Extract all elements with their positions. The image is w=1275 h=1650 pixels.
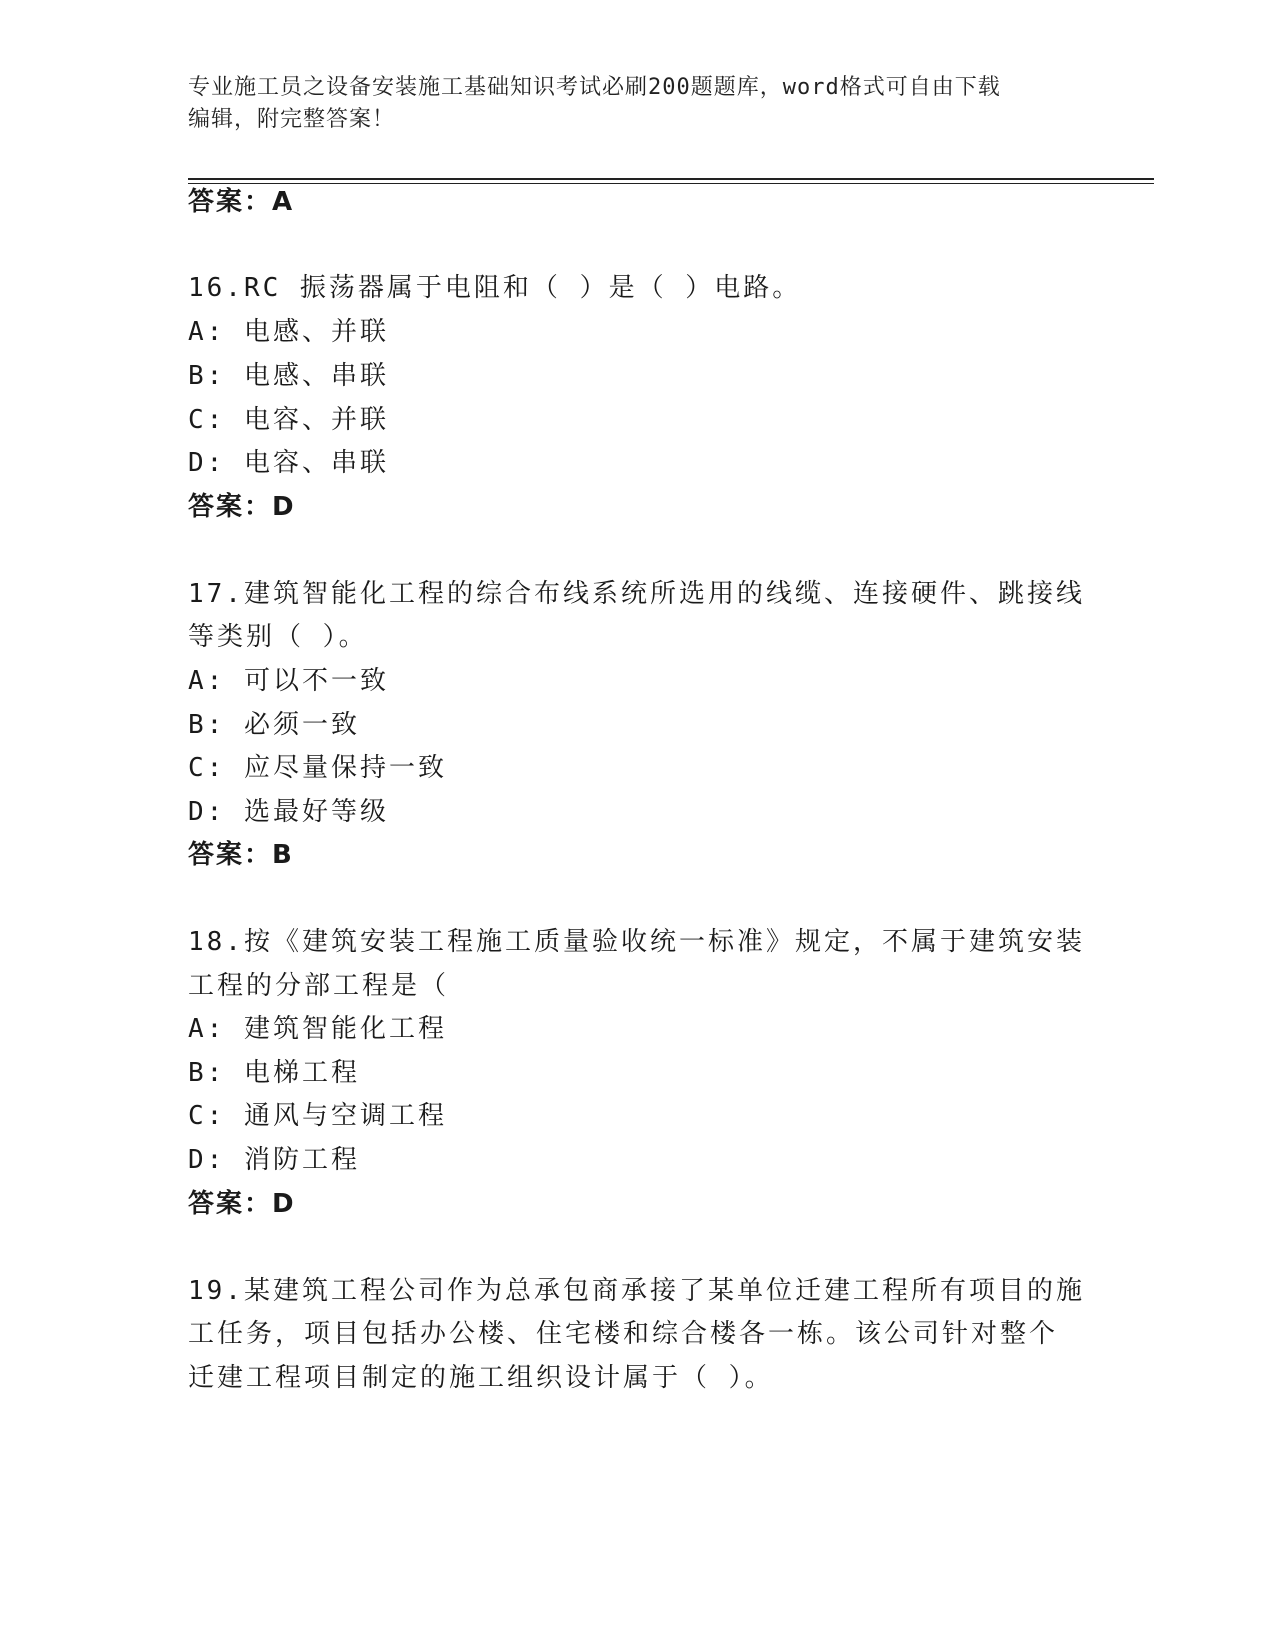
question-16-option-b: B: 电感、串联 <box>188 361 389 391</box>
question-17-option-b: B: 必须一致 <box>188 710 360 740</box>
question-19-stem-line-2: 工任务，项目包括办公楼、住宅楼和综合楼各一栋。该公司针对整个 <box>188 1319 1059 1349</box>
question-16-option-a: A: 电感、并联 <box>188 317 389 347</box>
question-17-answer: 答案：B <box>188 840 294 870</box>
question-17-stem-line-1: 17.建筑智能化工程的综合布线系统所选用的线缆、连接硬件、跳接线 <box>188 579 1085 609</box>
question-19-stem-line-1: 19.某建筑工程公司作为总承包商承接了某单位迁建工程所有项目的施 <box>188 1276 1085 1306</box>
header-divider-thin <box>188 183 1154 184</box>
header-line-2: 编辑，附完整答案！ <box>188 107 396 132</box>
prev-answer: 答案：A <box>188 187 295 217</box>
question-18-option-c: C: 通风与空调工程 <box>188 1101 447 1131</box>
question-18-stem-line-1: 18.按《建筑安装工程施工质量验收统一标准》规定，不属于建筑安装 <box>188 927 1085 957</box>
question-17-stem-line-2: 等类别（ ）。 <box>188 622 368 652</box>
document-header <box>188 72 1068 136</box>
question-18-option-a: A: 建筑智能化工程 <box>188 1014 447 1044</box>
header-line-1: 专业施工员之设备安装施工基础知识考试必刷200题题库，word格式可自由下载 <box>188 75 1001 100</box>
header-divider <box>188 178 1154 180</box>
question-19-stem-line-3: 迁建工程项目制定的施工组织设计属于（ ）。 <box>188 1363 774 1393</box>
question-18-answer: 答案：D <box>188 1189 296 1219</box>
question-16-answer: 答案：D <box>188 492 296 522</box>
question-17-option-a: A: 可以不一致 <box>188 666 389 696</box>
question-17-option-c: C: 应尽量保持一致 <box>188 753 447 783</box>
question-16-option-d: D: 电容、串联 <box>188 448 389 478</box>
question-16-stem: 16.RC 振荡器属于电阻和（ ）是（ ）电路。 <box>188 273 802 303</box>
question-18-option-d: D: 消防工程 <box>188 1145 360 1175</box>
question-18-option-b: B: 电梯工程 <box>188 1058 360 1088</box>
question-16-option-c: C: 电容、并联 <box>188 405 389 435</box>
question-17-option-d: D: 选最好等级 <box>188 797 389 827</box>
question-18-stem-line-2: 工程的分部工程是（ <box>188 971 450 1001</box>
